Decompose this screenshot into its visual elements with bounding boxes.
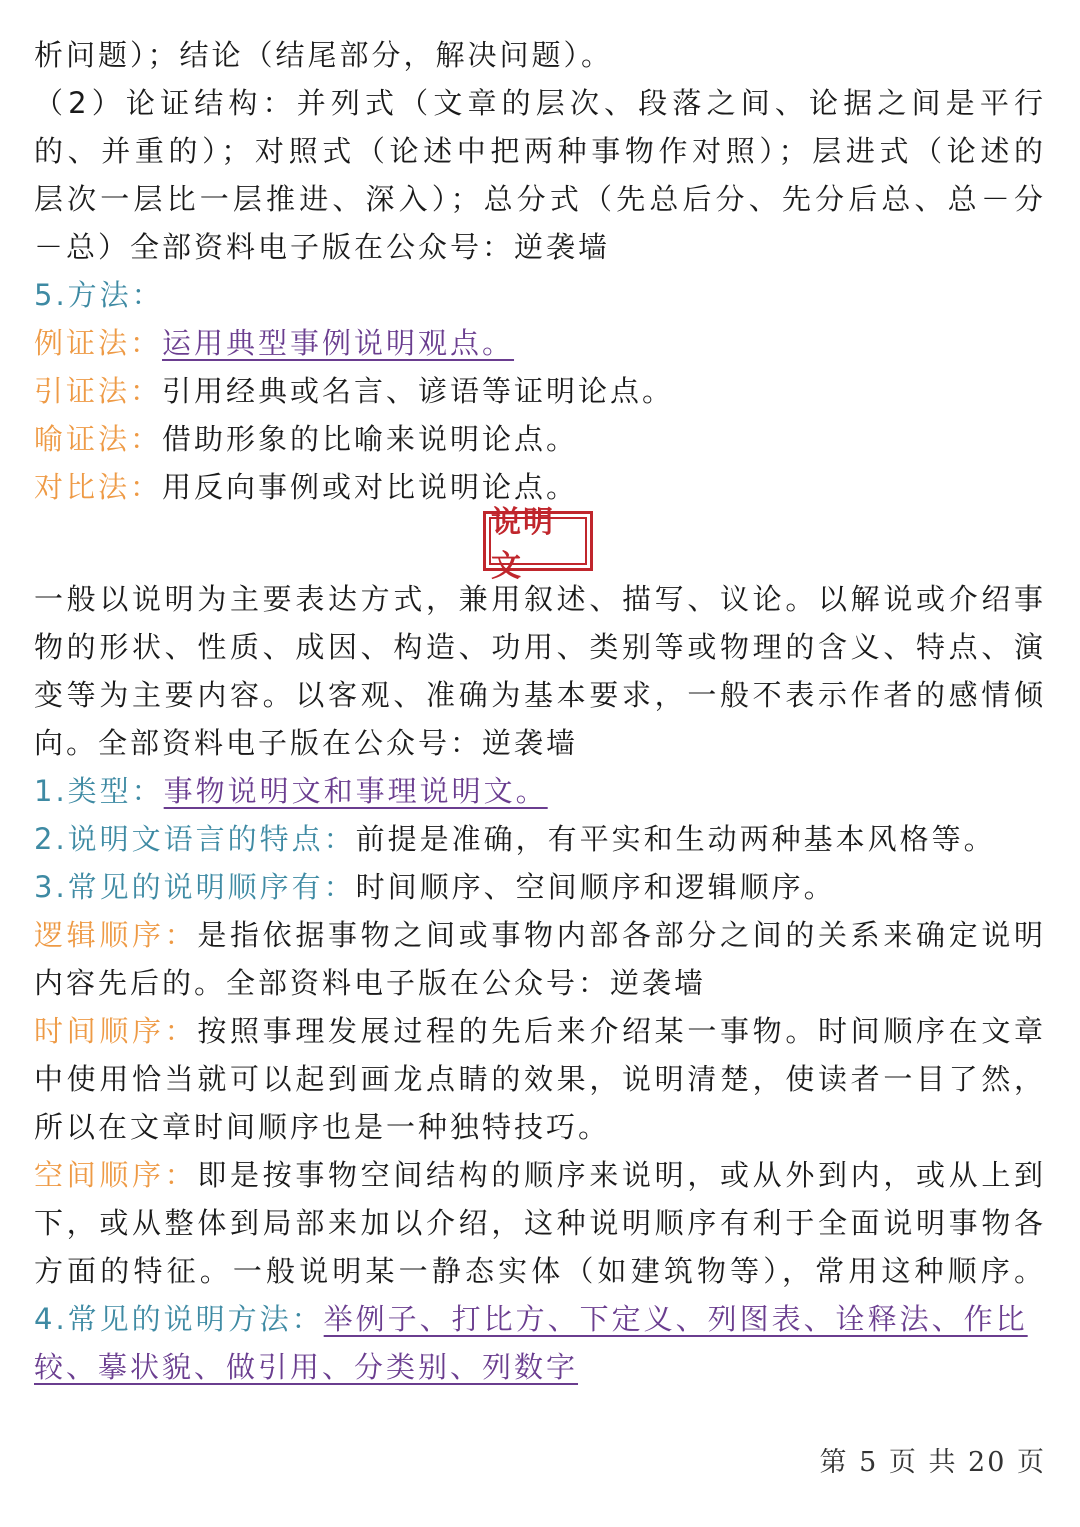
logic-label: 逻辑顺序： — [34, 918, 198, 952]
space-order — [34, 1155, 1046, 1195]
language-text: 前提是准确，有平实和生动两种基本风格等。 — [355, 822, 996, 856]
text-line: 一般以说明为主要表达方式，兼用叙述、描写、议论。以解说或介绍事 — [34, 582, 1046, 616]
method-item — [34, 371, 1046, 411]
time-label: 时间顺序： — [34, 1014, 198, 1048]
language-item — [34, 819, 1046, 859]
page-number: 第 5 页 共 20 页 — [819, 1447, 1046, 1478]
text-line: 下，或从整体到局部来加以介绍，这种说明顺序有利于全面说明事物各 — [34, 1206, 1046, 1240]
time-order — [34, 1011, 1046, 1051]
method-label: 对比法： — [34, 470, 163, 504]
method-text: 用反向事例或对比说明论点。 — [162, 470, 579, 504]
space-text: 即是按事物空间结构的顺序来说明，或从外到内，或从上到 — [197, 1158, 1046, 1192]
text-line: 的、并重的）；对照式（论述中把两种事物作对照）；层进式（论述的 — [34, 134, 1046, 168]
method-label: 引证法： — [34, 374, 163, 408]
text-line: 层次一层比一层推进、深入）；总分式（先总后分、先分后总、总－分 — [34, 182, 1046, 216]
type-item — [34, 771, 1046, 811]
order-label: 3.常见的说明顺序有： — [34, 870, 356, 904]
explain-methods — [34, 1299, 1046, 1339]
text-line: 向。全部资料电子版在公众号：逆袭墙 — [34, 726, 579, 760]
text-line: 所以在文章时间顺序也是一种独特技巧。 — [34, 1110, 611, 1144]
logic-order — [34, 915, 1046, 955]
text-line: －总）全部资料电子版在公众号：逆袭墙 — [34, 230, 611, 264]
text-line: （2）论证结构：并列式（文章的层次、段落之间、论据之间是平行 — [34, 86, 1046, 120]
explain-methods-text: 较、摹状貌、做引用、分类别、列数字 — [34, 1350, 579, 1384]
space-label: 空间顺序： — [34, 1158, 198, 1192]
text-line — [34, 1347, 1046, 1387]
text-line: 析问题）；结论（结尾部分，解决问题）。 — [34, 38, 614, 72]
type-label: 1.类型： — [34, 774, 164, 808]
text-line: 变等为主要内容。以客观、准确为基本要求，一般不表示作者的感情倾 — [34, 678, 1046, 712]
method-label: 喻证法： — [34, 422, 163, 456]
methods-heading: 5.方法： — [34, 278, 164, 312]
method-label: 例证法： — [34, 326, 163, 360]
text-line: 方面的特征。一般说明某一静态实体（如建筑物等），常用这种顺序。 — [34, 1254, 1046, 1288]
method-item — [34, 419, 1046, 459]
time-text: 按照事理发展过程的先后来介绍某一事物。时间顺序在文章 — [197, 1014, 1046, 1048]
method-item — [34, 323, 1046, 363]
section-title-box — [483, 505, 593, 584]
explain-methods-label: 4.常见的说明方法： — [34, 1302, 324, 1336]
order-item — [34, 867, 1046, 907]
text-line: 物的形状、性质、成因、构造、功用、类别等或物理的含义、特点、演 — [34, 630, 1046, 664]
explain-methods-text: 举例子、打比方、下定义、列图表、诠释法、作比 — [323, 1302, 1028, 1336]
language-label: 2.说明文语言的特点： — [34, 822, 356, 856]
section-title: 说明文 — [489, 517, 587, 565]
text-line: 内容先后的。全部资料电子版在公众号：逆袭墙 — [34, 966, 707, 1000]
text-line: 中使用恰当就可以起到画龙点睛的效果，说明清楚，使读者一目了然， — [34, 1062, 1046, 1096]
order-text: 时间顺序、空间顺序和逻辑顺序。 — [355, 870, 836, 904]
method-text: 运用典型事例说明观点。 — [162, 326, 515, 360]
method-text: 借助形象的比喻来说明论点。 — [162, 422, 579, 456]
logic-text: 是指依据事物之间或事物内部各部分之间的关系来确定说明 — [197, 918, 1046, 952]
type-text: 事物说明文和事理说明文。 — [163, 774, 548, 808]
method-text: 引用经典或名言、谚语等证明论点。 — [162, 374, 675, 408]
